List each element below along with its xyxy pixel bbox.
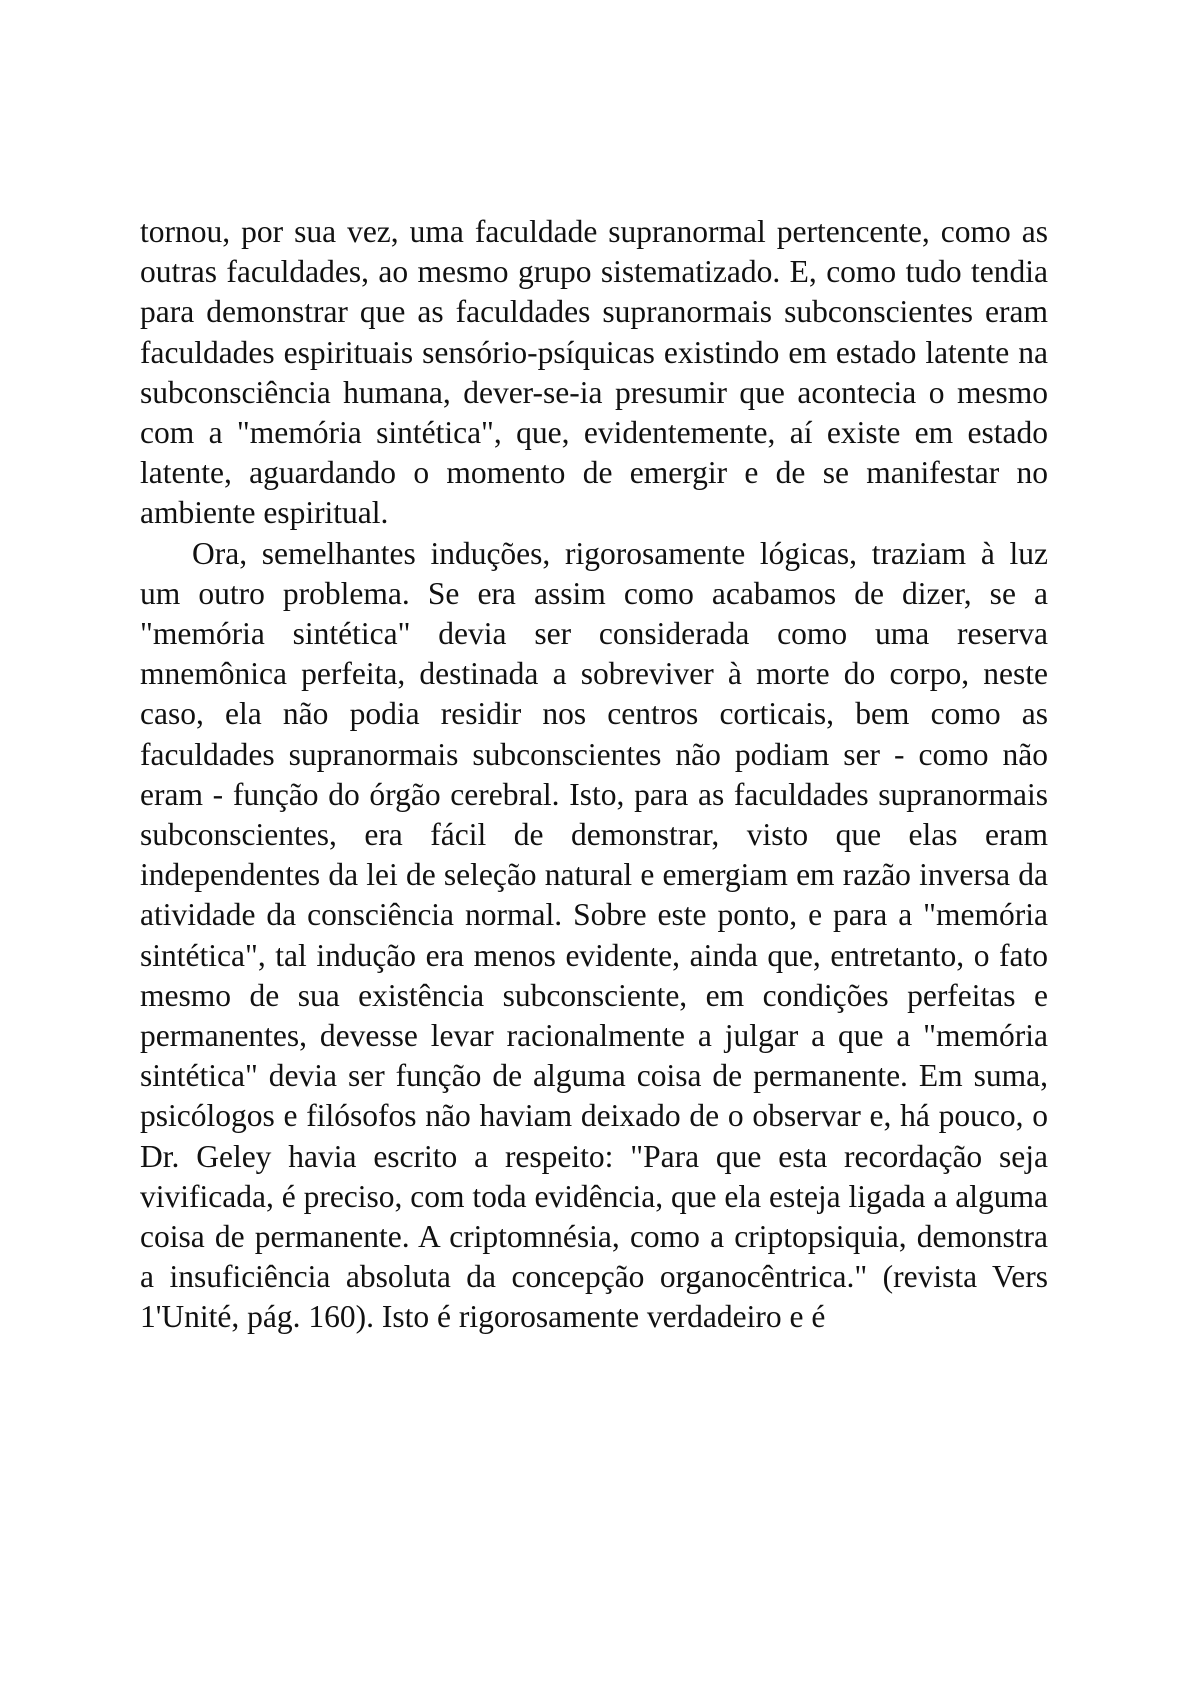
body-text	[140, 212, 1048, 1338]
paragraph-2: Ora, semelhantes induções, rigorosamente lógicas, traziam à luz um outro problema. Se era assim como acabamos de dizer, se a "memória sintética" devia ser considerada como uma reserva mnemônica perfeita, destinada a sobreviver à morte do corpo, neste caso, ela não podia residir nos centros corticais, bem como as faculdades supranormais subconscientes não podiam ser - como não eram - função do órgão cerebral. Isto, para as faculdades supranormais subconscientes, era fácil de demonstrar, visto que elas eram independentes da lei de seleção natural e emergiam em razão inversa da atividade da consciência normal. Sobre este ponto, e para a "memória sintética", tal indução era menos evidente, ainda que, entretanto, o fato mesmo de sua existência subconsciente, em condições perfeitas e permanentes, devesse levar racionalmente a julgar a que a "memória sintética" devia ser função de alguma coisa de permanente. Em suma, psicólogos e filósofos não haviam deixado de o observar e, há pouco, o Dr. Geley havia escrito a respeito: "Para que esta recordação seja vivificada, é preciso, com toda evidência, que ela esteja ligada a alguma coisa de permanente. A criptomnésia, como a criptopsiquia, demonstra a insuficiência absoluta da concepção organocêntrica." (revista Vers 1'Unité, pág. 160). Isto é rigorosamente verdadeiro e é	[140, 535, 1048, 1335]
paragraph-1: tornou, por sua vez, uma faculdade supranormal pertencente, como as outras faculdades, ao mesmo grupo sistematizado. E, como tudo tendia para demonstrar que as faculdades supranormais subconscientes eram faculdades espirituais sensório-psíquicas existindo em estado latente na subconsciência humana, dever-se-ia presumir que acontecia o mesmo com a "memória sintética", que, evidentemente, aí existe em estado latente, aguardando o momento de emergir e de se manifestar no ambiente espiritual.	[140, 214, 1048, 531]
